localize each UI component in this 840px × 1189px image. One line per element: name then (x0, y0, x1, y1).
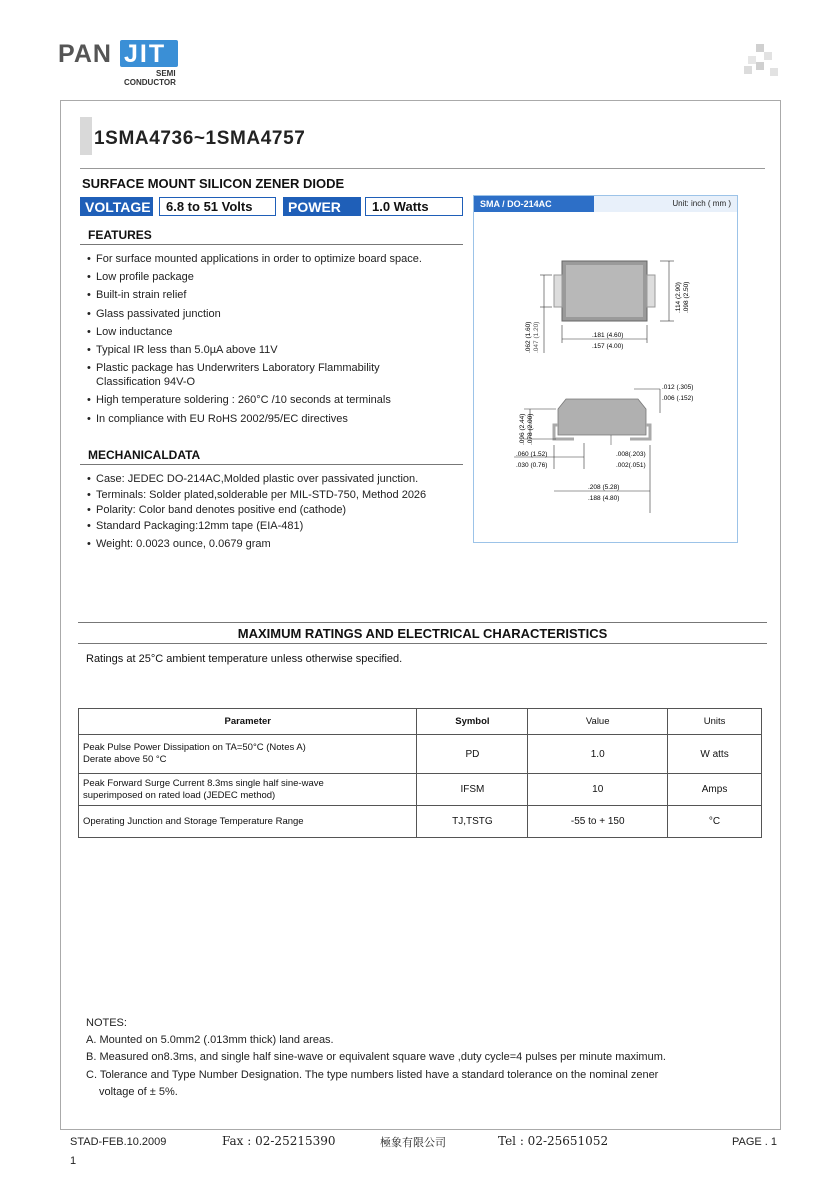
feature-item: • High temperature soldering : 260°C /10 seconds at terminals (84, 393, 459, 407)
dim-d12: .030 (0.76) (516, 462, 548, 469)
parameter-line: Peak Forward Surge Current 8.3ms single half sine-wave (83, 777, 324, 789)
ratings-bottom-rule (78, 643, 767, 644)
row-parameter (79, 735, 417, 774)
features-list (84, 252, 459, 430)
title-tab (80, 117, 92, 155)
logo-pan-text: PAN (58, 40, 112, 68)
mechanical-heading: MECHANICALDATA (88, 448, 201, 462)
logo-conductor-text: CONDUCTOR (124, 78, 176, 87)
footer-page-number: 1 (70, 1155, 77, 1167)
mechanical-item: • Case: JEDEC DO-214AC,Molded plastic over passivated junction. (84, 472, 459, 486)
parameter-line: Peak Pulse Power Dissipation on TA=50°C (Notes A) (83, 742, 306, 753)
dim-d8: .006 (.152) (662, 395, 694, 402)
dim-d10: .078 (2.00) (527, 413, 534, 445)
power-label: POWER (283, 197, 361, 216)
header-value: Value (528, 709, 668, 735)
title-divider (80, 168, 765, 169)
notes-heading: NOTES: (86, 1017, 127, 1029)
dim-d4: .047 (1.20) (533, 321, 540, 353)
header-symbol: Symbol (417, 709, 528, 735)
ratings-top-rule (78, 622, 767, 623)
feature-item: • Plastic package has Underwriters Laboratory Flammability Classification 94V-O (84, 361, 404, 389)
mechanical-item: • Weight: 0.0023 ounce, 0.0679 gram (84, 537, 459, 551)
feature-item: • Low inductance (84, 325, 459, 339)
feature-item: • Built-in strain relief (84, 288, 459, 302)
dim-d15: .208 (5.28) (588, 484, 620, 491)
dim-d13: .008(.203) (616, 451, 646, 458)
table-row (79, 806, 762, 838)
voltage-label: VOLTAGE (80, 197, 153, 216)
feature-item: • For surface mounted applications in order to optimize board space. (84, 252, 459, 266)
footer-fax: Fax : 02-25215390 (222, 1134, 336, 1148)
voltage-value: 6.8 to 51 Volts (159, 197, 276, 216)
row-units: Amps (668, 774, 762, 806)
header-parameter: Parameter (79, 709, 417, 735)
dim-d9: .096 (2.44) (519, 413, 526, 445)
dim-d14: .002(.051) (616, 462, 646, 469)
dim-d7: .012 (.305) (662, 384, 694, 391)
footer-tel: Tel : 02-25651052 (498, 1134, 609, 1148)
features-divider (80, 244, 463, 245)
power-value: 1.0 Watts (365, 197, 463, 216)
feature-item: • In compliance with EU RoHS 2002/95/EC directives (84, 412, 459, 426)
package-outline-diagram (474, 213, 737, 543)
mechanical-item: • Terminals: Solder plated,solderable per MIL-STD-750, Method 2026 (84, 488, 459, 502)
features-heading: FEATURES (88, 228, 152, 242)
dim-d5: .181 (4.60) (592, 332, 624, 339)
row-units: W atts (668, 735, 762, 774)
dim-d16: .188 (4.80) (588, 495, 620, 502)
ratings-title: MAXIMUM RATINGS AND ELECTRICAL CHARACTERISTICS (237, 626, 608, 641)
mechanical-list (84, 472, 459, 552)
dim-d1: .114 (2.90) (675, 282, 682, 313)
panjit-logo (58, 38, 188, 90)
row-symbol: PD (417, 735, 528, 774)
row-parameter: Operating Junction and Storage Temperature Range (79, 806, 417, 838)
logo-semi-text: SEMI (156, 69, 176, 78)
logo-jit-text: JIT (124, 40, 167, 68)
row-symbol: TJ,TSTG (417, 806, 528, 838)
package-unit: Unit: inch ( mm ) (672, 199, 731, 208)
feature-item: • Typical IR less than 5.0µA above 11V (84, 343, 459, 357)
package-header (474, 196, 737, 212)
parameter-line: Derate above 50 °C (83, 754, 167, 765)
row-value: 1.0 (528, 735, 668, 774)
package-drawing-box (473, 195, 738, 543)
row-symbol: IFSM (417, 774, 528, 806)
header-units: Units (668, 709, 762, 735)
feature-item: • Low profile package (84, 270, 459, 284)
table-header-row (79, 709, 762, 735)
dim-d3: .062 (1.60) (525, 321, 532, 353)
package-name: SMA / DO-214AC (474, 196, 594, 212)
mechanical-divider (80, 464, 463, 465)
row-parameter (79, 774, 417, 806)
page-title: 1SMA4736~1SMA4757 (94, 128, 306, 149)
notes-section (86, 1015, 666, 1101)
table-row (79, 735, 762, 774)
dim-d11: .060 (1.52) (516, 451, 548, 458)
ratings-table (78, 708, 762, 838)
footer-page: PAGE . 1 (732, 1136, 778, 1148)
note-a: A. Mounted on 5.0mm2 (.013mm thick) land areas. (86, 1034, 334, 1047)
parameter-line: superimposed on rated load (JEDEC method) (83, 789, 276, 801)
row-value: -55 to + 150 (528, 806, 668, 838)
dim-d2: .098 (2.50) (683, 281, 690, 313)
mechanical-item: • Polarity: Color band denotes positive end (cathode) (84, 503, 459, 517)
dim-d6: .157 (4.00) (592, 343, 624, 350)
note-b: B. Measured on8.3ms, and single half sine-wave or equivalent square wave ,duty cycle=4 pulses per minute maximum. (86, 1051, 666, 1064)
footer-doc-id: STAD-FEB.10.2009 (70, 1136, 167, 1148)
mechanical-item: • Standard Packaging:12mm tape (EIA-481) (84, 519, 459, 533)
note-c: C. Tolerance and Type Number Designation. The type numbers listed have a standard tolerance on the nominal zener (86, 1068, 659, 1081)
subtitle: SURFACE MOUNT SILICON ZENER DIODE (82, 176, 345, 191)
note-c-cont: voltage of ± 5%. (99, 1085, 178, 1098)
table-row (79, 774, 762, 806)
feature-item: • Glass passivated junction (84, 307, 459, 321)
row-units: °C (668, 806, 762, 838)
footer-company: 極象有限公司 (380, 1136, 446, 1149)
row-value: 10 (528, 774, 668, 806)
ratings-note: Ratings at 25°C ambient temperature unless otherwise specified. (86, 653, 403, 665)
